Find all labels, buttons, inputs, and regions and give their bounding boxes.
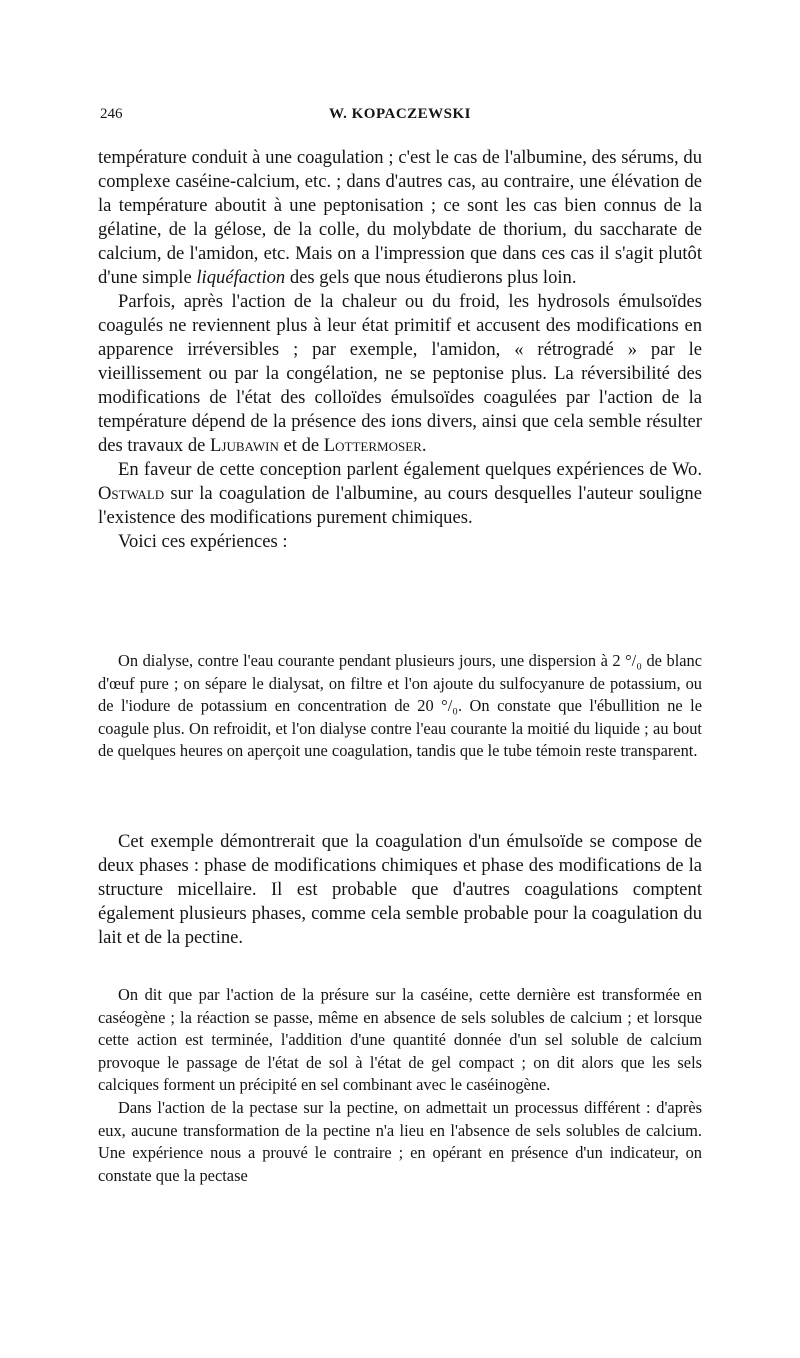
paragraph-text: des gels que nous étudierons plus loin.: [285, 267, 577, 288]
author-name: Lottermoser: [323, 435, 422, 456]
paragraph-intro-experiences: Voici ces expériences :: [118, 531, 288, 552]
small-text-section-3: [98, 984, 702, 1187]
paragraph-ostwald: [98, 458, 702, 530]
paragraph-text: sur la coagulation de l'albumine, au cours desquelles l'auteur souligne l'existence des modifications purement chimiques.: [98, 483, 702, 528]
paragraph-text: Parfois, après l'action de la chaleur ou du froid, les hydrosols émulsoïdes coagulés ne reviennent plus à leur état primitif et accusent des modifications en apparence irréversibles ; par exemple, l'amidon, « rétrogradé » par le vieillissement ou par la congélation, ne se peptonise plus. La réversibilité des modifications de l'état des colloïdes émulsoïdes coagulées par l'action de la température dépend de la présence des ions divers, ainsi que cela semble résulter des travaux de: [98, 291, 702, 456]
paragraph-text: En faveur de cette conception parlent également quelques expériences de Wo.: [118, 459, 702, 480]
page-number: 246: [100, 106, 123, 122]
paragraph-continuation: [98, 146, 702, 290]
italic-term: liquéfaction: [196, 267, 286, 288]
running-head: W. KOPACZEWSKI: [328, 106, 472, 122]
paragraph-text: température conduit à une coagulation ; c'est le cas de l'albumine, des sérums, du complexe caséine-calcium, etc. ; dans d'autres cas, au contraire, une élévation de la température aboutit à une peptonisation ; ce sont les cas bien connus de la gélatine, de la gélose, de la colle, du molybdate de thorium, du saccharate de calcium, de l'amidon, etc. Mais on a l'impression que dans ces cas il s'agit plutôt d'une simple: [98, 147, 702, 288]
paragraph-reversibility: [98, 290, 702, 458]
author-name: Ljubawin: [210, 435, 279, 456]
main-text-section-1: [98, 146, 702, 554]
experiment-block: [98, 650, 702, 763]
main-text-section-2: [98, 830, 702, 950]
experiment-paragraph: On dialyse, contre l'eau courante pendant plusieurs jours, une dispersion à 2 °/₀ de blanc d'œuf pure ; on sépare le dialysat, on filtre et l'on ajoute du sulfocyanure de potassium, ou de l'iodure de potassium en concentration de 20 °/₀. On constate que l'ébullition ne le coagule plus. On refroidit, et l'on dialyse contre l'eau courante la moitié du liquide ; au bout de quelques heures on aperçoit une coagulation, tandis que le tube témoin reste transparent.: [98, 651, 702, 761]
paragraph-pectase: Dans l'action de la pectase sur la pectine, on admettait un processus différent : d'après eux, aucune transformation de la pectine n'a lieu en l'absence de sels solubles de calcium. Une expérience nous a prouvé le contraire ; en opérant en présence d'un indicateur, on constate que la pectase: [98, 1097, 702, 1185]
paragraph-text: et de: [278, 435, 324, 456]
paragraph-presure: On dit que par l'action de la présure sur la caséine, cette dernière est transformée en caséogène ; la réaction se passe, même en absence de sels solubles de calcium ; et lorsque cette action est terminée, l'addition d'une quantité donnée d'un sel soluble de calcium provoque le passage de l'état de sol à l'état de gel compact ; on dit alors que les sels calciques forment un précipité en sel combinant avec le caséinogène.: [98, 985, 702, 1095]
paragraph-text: .: [421, 435, 427, 456]
author-name: Ostwald: [98, 483, 165, 504]
paragraph-conclusion: Cet exemple démontrerait que la coagulation d'un émulsoïde se compose de deux phases : phase de modifications chimiques et phase des modifications de la structure micellaire. Il est probable que d'autres coagulations comptent également plusieurs phases, comme cela semble probable pour la coagulation du lait et de la pectine.: [98, 831, 702, 948]
page-header: [100, 106, 700, 130]
